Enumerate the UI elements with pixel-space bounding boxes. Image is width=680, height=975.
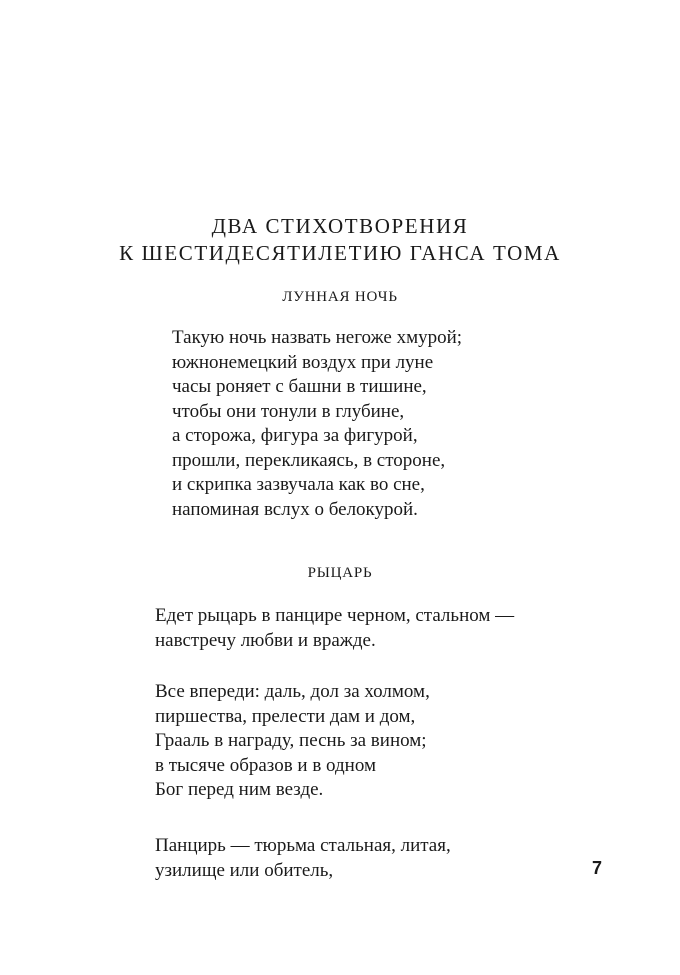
poem-line: и скрипка зазвучала как во сне, [172,474,425,495]
poem-line: прошли, перекликаясь, в стороне, [172,449,446,471]
poem-line: Такую ночь назвать негоже хмурой; [172,327,463,348]
page-number: 7 [592,858,603,878]
poem-line: Все впереди: даль, дол за холмом, [155,681,430,702]
poem-line: Едет рыцарь в панцире черном, стальном — [155,605,515,626]
poem-stanza [155,834,451,883]
poem-line: Панцирь — тюрьма стальная, литая, [155,835,451,856]
poem-stanza [172,326,462,522]
poem-line: пиршества, прелести дам и дом, [155,705,416,727]
poem-line: южнонемецкий воздух при луне [172,351,434,373]
poem-line: чтобы они тонули в глубине, [172,400,405,422]
poem-line: Бог перед ним везде. [155,779,324,800]
poem-line: напоминая вслух о белокурой. [172,498,418,520]
poem-title-moon-night: ЛУННАЯ НОЧЬ [282,289,398,305]
poem-title-knight: РЫЦАРЬ [307,565,373,581]
poem-line: а сторожа, фигура за фигурой, [172,425,418,446]
poem-stanza [155,604,514,653]
poem-line: часы роняет с башни в тишине, [172,376,427,397]
poem-stanza [155,680,430,803]
poem-line: в тысяче образов и в одном [155,754,377,776]
main-title [0,213,680,267]
poem-line: узилище или обитель, [155,859,334,881]
main-title-line: К ШЕСТИДЕСЯТИЛЕТИЮ ГАНСА ТОМА [119,241,561,265]
poem-line: навстречу любви и вражде. [155,629,376,651]
main-title-line: ДВА СТИХОТВОРЕНИЯ [211,214,469,238]
poem-line: Грааль в награду, песнь за вином; [155,730,427,751]
